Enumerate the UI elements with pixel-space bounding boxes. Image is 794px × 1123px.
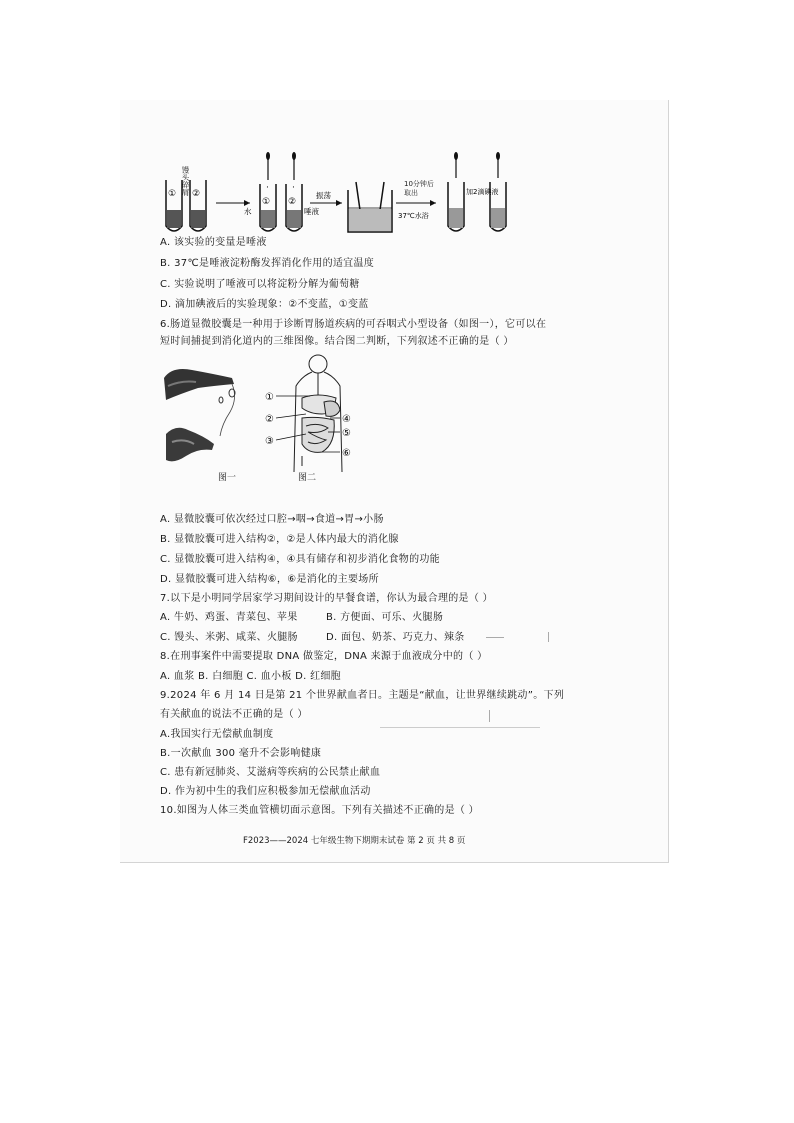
scan-mark — [380, 727, 540, 728]
q7-option-a: A. 牛奶、鸡蛋、青菜包、苹果 — [160, 612, 298, 623]
q6-option-d: D. 显微胶囊可进入结构⑥，⑥是消化的主要场所 — [160, 574, 379, 585]
capsule-hand-figure — [162, 360, 242, 470]
q6-stem-line1: 6.肠道显微胶囊是一种用于诊断胃肠道疾病的可吞咽式小型设备（如图一），它可以在 — [160, 319, 547, 330]
scan-mark — [486, 637, 504, 638]
saliva-label: 唾液 — [304, 207, 319, 216]
q6-option-b: B. 显微胶囊可进入结构②，②是人体内最大的消化腺 — [160, 534, 399, 545]
q6-option-a: A. 显微胶囊可依次经过口腔→咽→食道→胃→小肠 — [160, 514, 384, 525]
page-footer: F2023——2024 七年级生物下期期末试卷 第 2 页 共 8 页 — [243, 836, 466, 846]
q9-option-b: B.一次献血 300 毫升不会影响健康 — [160, 748, 322, 759]
fig1-label: 图一 — [218, 473, 237, 483]
marker-3: ③ — [265, 436, 274, 447]
tube2-label: ② — [192, 189, 201, 199]
marker-1: ① — [265, 392, 274, 403]
q5-option-a: A. 该实验的变量是唾液 — [160, 237, 267, 248]
marker-4: ④ — [342, 414, 351, 425]
fig2-label: 图二 — [298, 473, 317, 483]
q6-option-c: C. 显微胶囊可进入结构④，④具有储存和初步消化食物的功能 — [160, 554, 440, 565]
q9-option-d: D. 作为初中生的我们应积极参加无偿献血活动 — [160, 786, 371, 797]
mantou-label: 馒头碎屑 — [181, 166, 190, 196]
experiment-figure — [158, 152, 518, 238]
q7-stem: 7.以下是小明同学居家学习期间设计的早餐食谱，你认为最合理的是（ ） — [160, 593, 493, 604]
q6-stem-line2: 短时间捕捉到消化道内的三维图像。结合图二判断，下列叙述不正确的是（ ） — [160, 336, 514, 347]
q9-option-c: C. 患有新冠肺炎、艾滋病等疾病的公民禁止献血 — [160, 767, 381, 778]
q8-options: A. 血浆 B. 白细胞 C. 血小板 D. 红细胞 — [160, 671, 341, 682]
q7-option-b: B. 方便面、可乐、火腿肠 — [326, 612, 444, 623]
digestive-system-diagram — [262, 352, 370, 474]
time-label: 10分钟后取出 — [404, 180, 434, 197]
shake-label: 振荡 — [316, 191, 331, 200]
tube1-label: ① — [168, 189, 177, 199]
q5-option-c: C. 实验说明了唾液可以将淀粉分解为葡萄糖 — [160, 279, 360, 290]
q5-option-b: B. 37℃是唾液淀粉酶发挥消化作用的适宜温度 — [160, 258, 375, 269]
iodine-label: 加2滴碘液 — [466, 188, 499, 196]
q9-option-a: A.我国实行无偿献血制度 — [160, 729, 274, 740]
scan-mark — [489, 710, 490, 722]
bath-label: 37℃水浴 — [398, 212, 429, 220]
marker-2: ② — [265, 414, 274, 425]
q7-option-d: D. 面包、奶茶、巧克力、辣条 — [326, 632, 465, 643]
tube2-label-stage2: ② — [288, 197, 297, 207]
marker-5: ⑤ — [342, 428, 351, 439]
q7-option-c: C. 馒头、米粥、咸菜、火腿肠 — [160, 632, 298, 643]
tube1-label-stage2: ① — [262, 197, 271, 207]
q8-stem: 8.在刑事案件中需要提取 DNA 做鉴定，DNA 来源于血液成分中的（ ） — [160, 651, 488, 662]
marker-6: ⑥ — [342, 448, 351, 459]
scan-mark — [548, 632, 549, 642]
q9-stem-line1: 9.2024 年 6 月 14 日是第 21 个世界献血者日。主题是“献血，让世界继续跳动”。下列 — [160, 690, 565, 701]
q9-stem-line2: 有关献血的说法不正确的是（ ） — [160, 709, 308, 720]
q10-stem: 10.如图为人体三类血管横切面示意图。下列有关描述不正确的是（ ） — [160, 805, 479, 816]
tube-dot-1: · — [266, 183, 269, 193]
tube-dot-2: · — [292, 183, 295, 193]
water-label: 水 — [244, 207, 252, 216]
q5-option-d: D. 滴加碘液后的实验现象：②不变蓝，①变蓝 — [160, 299, 369, 310]
